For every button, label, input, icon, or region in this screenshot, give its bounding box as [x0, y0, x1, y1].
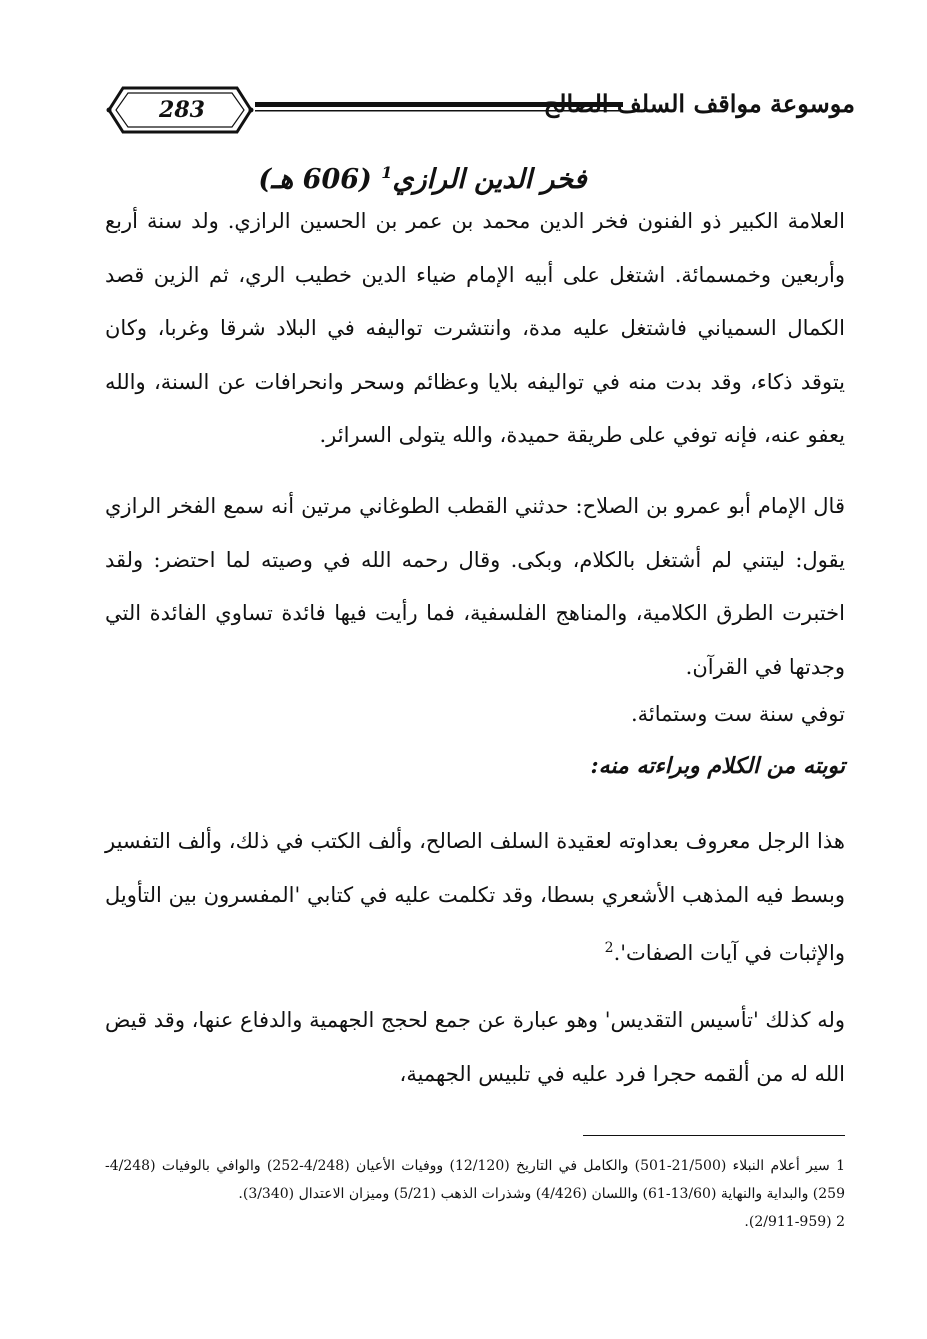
page-header: [95, 76, 855, 140]
paragraph-works: [105, 815, 845, 981]
paragraph-death: توفي سنة ست وستمائة.: [630, 702, 845, 726]
article-title-date: (606 هـ): [258, 164, 372, 195]
footnote-separator: [583, 1135, 845, 1136]
title-footnote-ref: 1: [381, 163, 393, 182]
series-title: موسوعة مواقف السلف الصالح: [543, 89, 855, 118]
section-subheading: توبته من الكلام وبراءته منه:: [590, 753, 845, 779]
paragraph-tasis: وله كذلك 'تأسيس التقديس' وهو عبارة عن جمع لحجج الجهمية والدفاع عنها، وقد قيض الله له من ألقمه حجرا فرد عليه في تلبيس الجهمية،: [105, 1008, 845, 1086]
article-title: [200, 148, 645, 198]
article-title-text: فخر الدين الرازي: [392, 164, 587, 195]
paragraph-quote: قال الإمام أبو عمرو بن الصلاح: حدثني القطب الطوغاني مرتين أنه سمع الفخر الرازي يقول: ليتني لم أشتغل بالكلام، وبكى. وقال رحمه الله في وصيته لما احتضر: ولقد اختبرت الطرق الكلامية، والمناهج الفلسفية، فما رأيت فيها فائدة تساوي الفائدة التي وجدتها في القرآن.: [105, 494, 845, 679]
footnotes: [105, 1152, 845, 1236]
page-number: 283: [159, 97, 205, 123]
paragraph-biography: العلامة الكبير ذو الفنون فخر الدين محمد بن عمر بن الحسين الرازي. ولد سنة أربع وأربعين وخمسمائة. اشتغل على أبيه الإمام ضياء الدين خطيب الري، ثم الزين قصد الكمال السمياني فاشتغل عليه مدة، وانتشرت تواليفه في البلاد شرقا وغربا، وكان يتوقد ذكاء، وقد بدت منه في تواليفه بلايا وعظائم وسحر وانحرافات عن السنة، والله يعفو عنه، فإنه توفي على طريقة حميدة، والله يتولى السرائر.: [105, 209, 845, 447]
footnote-1: 1 سير أعلام النبلاء (21/500-501) والكامل في التاريخ (12/120) ووفيات الأعيان (4/248-252) والوافي بالوفيات (4/248-259) والبداية والنهاية (13/60-61) واللسان (4/426) وشذرات الذهب (5/21) وميزان الاعتدال (3/340).: [105, 1158, 845, 1202]
works-footnote-ref: 2: [604, 940, 614, 956]
footnote-2: 2 (2/911-959).: [744, 1214, 845, 1230]
paragraph-works-text: هذا الرجل معروف بعداوته لعقيدة السلف الصالح، وألف الكتب في ذلك، وألف التفسير وبسط فيه المذهب الأشعري بسطا، وقد تكلمت عليه في كتابي 'المفسرون بين التأويل والإثبات في آيات الصفات'.: [105, 829, 845, 965]
